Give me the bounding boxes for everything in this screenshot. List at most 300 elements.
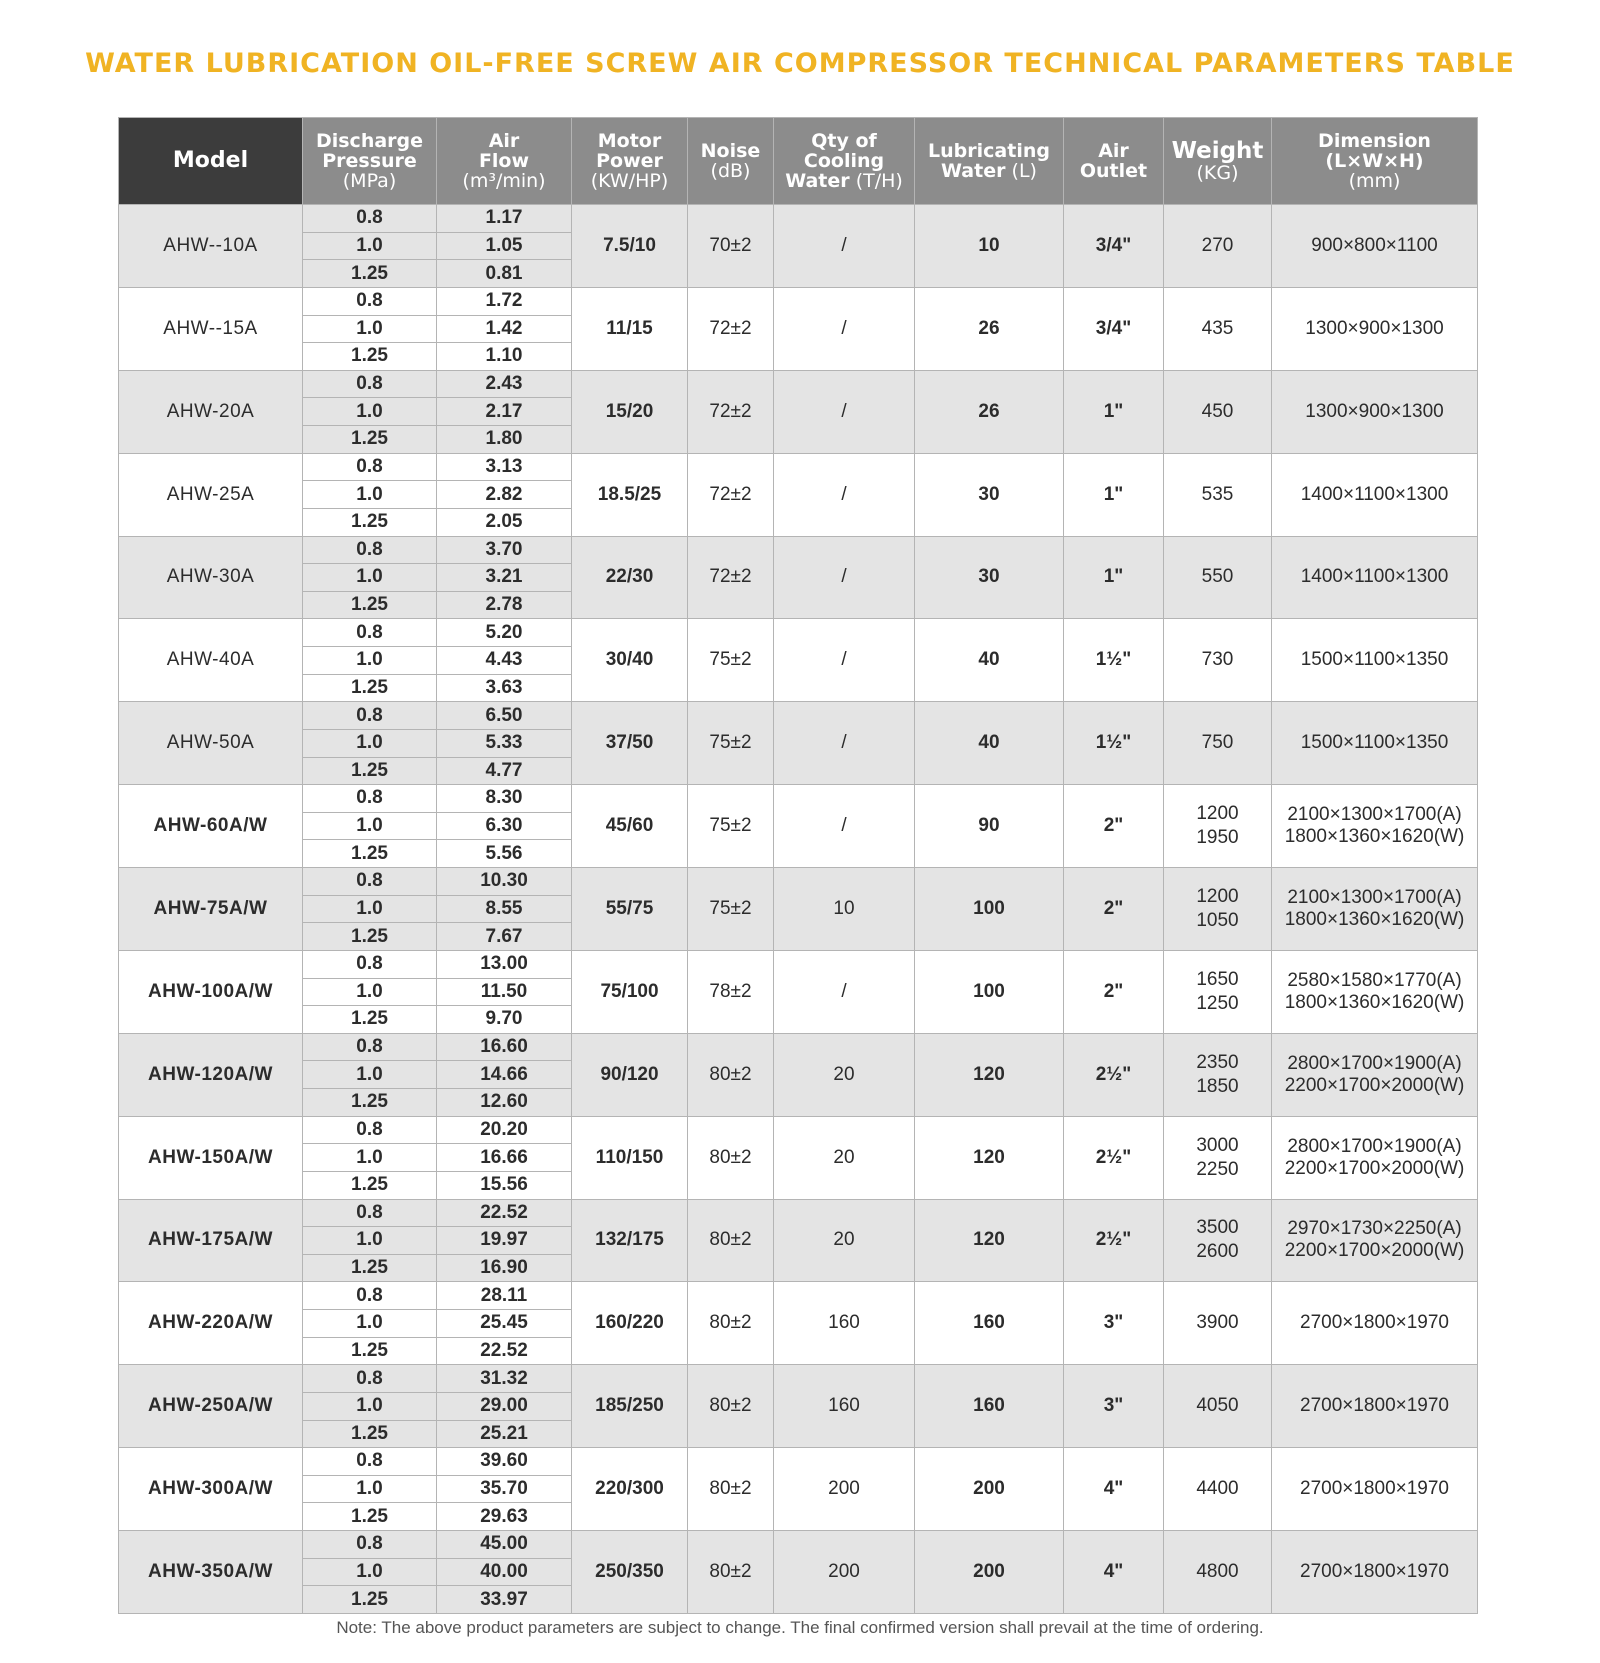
cooling-cell: / xyxy=(774,287,915,370)
weight-value: 2250 xyxy=(1196,1158,1239,1180)
weight-cell xyxy=(1164,1199,1272,1282)
model-cell: AHW-120A/W xyxy=(119,1033,303,1116)
airflow-cell: 28.11 xyxy=(437,1282,572,1310)
header-outlet-line2: Outlet xyxy=(1079,160,1148,182)
dimension-value: 1800×1360×1620(W) xyxy=(1284,908,1465,930)
model-cell: AHW-20A xyxy=(119,370,303,453)
header-cooling xyxy=(774,118,915,205)
header-motor-unit: (KW/HP) xyxy=(590,170,669,192)
outlet-cell: 2½" xyxy=(1064,1033,1164,1116)
weight-value: 550 xyxy=(1201,566,1234,588)
noise-cell: 75±2 xyxy=(688,868,774,951)
weight-cell xyxy=(1164,868,1272,951)
pressure-cell: 1.25 xyxy=(303,1006,437,1034)
header-motor-line1: Motor xyxy=(597,130,662,152)
pressure-cell: 0.8 xyxy=(303,1531,437,1559)
weight-value: 3900 xyxy=(1196,1312,1239,1334)
pressure-cell: 1.25 xyxy=(303,1503,437,1531)
airflow-cell: 2.82 xyxy=(437,481,572,509)
outlet-cell: 2½" xyxy=(1064,1199,1164,1282)
pressure-cell: 1.25 xyxy=(303,674,437,702)
header-motor-line2: Power xyxy=(596,150,663,172)
dimension-value: 2580×1580×1770(A) xyxy=(1287,969,1462,991)
airflow-cell: 1.72 xyxy=(437,287,572,315)
dimension-value: 2200×1700×2000(W) xyxy=(1284,1157,1465,1179)
header-lubricating xyxy=(915,118,1064,205)
airflow-cell: 7.67 xyxy=(437,923,572,951)
motor-cell: 220/300 xyxy=(572,1448,688,1531)
pressure-cell: 0.8 xyxy=(303,619,437,647)
header-motor xyxy=(572,118,688,205)
noise-cell: 75±2 xyxy=(688,702,774,785)
cooling-cell: 20 xyxy=(774,1033,915,1116)
outlet-cell: 1" xyxy=(1064,536,1164,619)
pressure-cell: 0.8 xyxy=(303,1282,437,1310)
motor-cell: 7.5/10 xyxy=(572,205,688,288)
weight-value: 1850 xyxy=(1196,1075,1239,1097)
model-cell: AHW-150A/W xyxy=(119,1116,303,1199)
header-weight-unit: (KG) xyxy=(1196,162,1239,184)
dimension-cell xyxy=(1272,785,1478,868)
pressure-cell: 1.0 xyxy=(303,895,437,923)
table-row xyxy=(119,868,1478,896)
header-model: Model xyxy=(119,118,303,205)
motor-cell: 110/150 xyxy=(572,1116,688,1199)
lubricating-cell: 30 xyxy=(915,536,1064,619)
cooling-cell: / xyxy=(774,370,915,453)
header-airflow xyxy=(437,118,572,205)
header-pressure xyxy=(303,118,437,205)
model-cell: AHW-220A/W xyxy=(119,1282,303,1365)
dimension-cell xyxy=(1272,702,1478,785)
motor-cell: 15/20 xyxy=(572,370,688,453)
airflow-cell: 16.60 xyxy=(437,1033,572,1061)
parameters-table xyxy=(118,117,1478,1614)
pressure-cell: 0.8 xyxy=(303,1365,437,1393)
weight-value: 750 xyxy=(1201,732,1234,754)
dimension-value: 2700×1800×1970 xyxy=(1300,1561,1449,1582)
weight-cell xyxy=(1164,950,1272,1033)
cooling-cell: 160 xyxy=(774,1282,915,1365)
outlet-cell: 4" xyxy=(1064,1531,1164,1614)
model-cell: AHW-350A/W xyxy=(119,1531,303,1614)
model-cell: AHW-50A xyxy=(119,702,303,785)
lubricating-cell: 90 xyxy=(915,785,1064,868)
noise-cell: 80±2 xyxy=(688,1282,774,1365)
airflow-cell: 39.60 xyxy=(437,1448,572,1476)
dimension-value: 2700×1800×1970 xyxy=(1300,1395,1449,1417)
dimension-value: 1300×900×1300 xyxy=(1305,400,1444,422)
airflow-cell: 5.33 xyxy=(437,729,572,757)
noise-cell: 75±2 xyxy=(688,619,774,702)
header-cooling-line3: Water xyxy=(785,170,850,192)
weight-value: 535 xyxy=(1201,483,1234,505)
dimension-value: 2200×1700×2000(W) xyxy=(1284,1074,1465,1096)
pressure-cell: 1.0 xyxy=(303,1558,437,1586)
pressure-cell: 1.0 xyxy=(303,481,437,509)
header-airflow-line2: Flow xyxy=(478,150,530,172)
header-lubricating-unit: (L) xyxy=(1011,160,1037,182)
dimension-value: 2700×1800×1970 xyxy=(1300,1312,1449,1334)
airflow-cell: 1.10 xyxy=(437,343,572,371)
dimension-value: 1800×1360×1620(W) xyxy=(1284,991,1465,1013)
dimension-value: 2800×1700×1900(A) xyxy=(1287,1052,1462,1074)
table-row xyxy=(119,950,1478,978)
dimension-cell xyxy=(1272,619,1478,702)
header-airflow-unit: (m³/min) xyxy=(462,170,546,192)
outlet-cell: 1½" xyxy=(1064,702,1164,785)
weight-cell xyxy=(1164,1531,1272,1614)
airflow-cell: 2.17 xyxy=(437,398,572,426)
motor-cell: 250/350 xyxy=(572,1531,688,1614)
pressure-cell: 1.25 xyxy=(303,1254,437,1282)
pressure-cell: 1.0 xyxy=(303,812,437,840)
airflow-cell: 8.55 xyxy=(437,895,572,923)
weight-cell xyxy=(1164,370,1272,453)
header-outlet-line1: Air xyxy=(1098,140,1129,162)
airflow-cell: 19.97 xyxy=(437,1227,572,1255)
motor-cell: 185/250 xyxy=(572,1365,688,1448)
noise-cell: 72±2 xyxy=(688,370,774,453)
table-row xyxy=(119,1199,1478,1227)
airflow-cell: 4.43 xyxy=(437,647,572,675)
pressure-cell: 0.8 xyxy=(303,536,437,564)
header-cooling-line2: Cooling xyxy=(803,150,885,172)
airflow-cell: 11.50 xyxy=(437,978,572,1006)
motor-cell: 18.5/25 xyxy=(572,453,688,536)
header-lubricating-line2: Water xyxy=(941,160,1006,182)
outlet-cell: 2" xyxy=(1064,868,1164,951)
motor-cell: 11/15 xyxy=(572,287,688,370)
table-row xyxy=(119,619,1478,647)
table-row xyxy=(119,1116,1478,1144)
pressure-cell: 1.25 xyxy=(303,591,437,619)
pressure-cell: 1.0 xyxy=(303,1061,437,1089)
noise-cell: 80±2 xyxy=(688,1033,774,1116)
noise-cell: 80±2 xyxy=(688,1116,774,1199)
dimension-cell xyxy=(1272,536,1478,619)
weight-value: 1200 xyxy=(1196,803,1239,825)
dimension-cell xyxy=(1272,1116,1478,1199)
header-outlet xyxy=(1064,118,1164,205)
airflow-cell: 14.66 xyxy=(437,1061,572,1089)
airflow-cell: 3.63 xyxy=(437,674,572,702)
lubricating-cell: 120 xyxy=(915,1116,1064,1199)
weight-value: 450 xyxy=(1201,400,1234,422)
pressure-cell: 1.25 xyxy=(303,426,437,454)
weight-cell xyxy=(1164,1116,1272,1199)
airflow-cell: 8.30 xyxy=(437,785,572,813)
lubricating-cell: 26 xyxy=(915,287,1064,370)
weight-cell xyxy=(1164,1033,1272,1116)
airflow-cell: 13.00 xyxy=(437,950,572,978)
airflow-cell: 4.77 xyxy=(437,757,572,785)
weight-value: 1950 xyxy=(1196,827,1239,849)
airflow-cell: 2.43 xyxy=(437,370,572,398)
motor-cell: 160/220 xyxy=(572,1282,688,1365)
header-dimension-line2: (L×W×H) xyxy=(1325,150,1424,172)
weight-cell xyxy=(1164,287,1272,370)
lubricating-cell: 200 xyxy=(915,1531,1064,1614)
table-row xyxy=(119,1531,1478,1559)
lubricating-cell: 10 xyxy=(915,205,1064,288)
dimension-cell xyxy=(1272,287,1478,370)
dimension-cell xyxy=(1272,1531,1478,1614)
airflow-cell: 2.78 xyxy=(437,591,572,619)
dimension-value: 1500×1100×1350 xyxy=(1300,649,1449,671)
header-weight-line1: Weight xyxy=(1171,138,1264,164)
noise-cell: 80±2 xyxy=(688,1365,774,1448)
airflow-cell: 2.05 xyxy=(437,508,572,536)
outlet-cell: 4" xyxy=(1064,1448,1164,1531)
outlet-cell: 3/4" xyxy=(1064,205,1164,288)
table-row xyxy=(119,1033,1478,1061)
airflow-cell: 15.56 xyxy=(437,1171,572,1199)
header-noise-line1: Noise xyxy=(700,140,761,162)
cooling-cell: / xyxy=(774,950,915,1033)
motor-cell: 37/50 xyxy=(572,702,688,785)
pressure-cell: 1.0 xyxy=(303,1310,437,1338)
airflow-cell: 0.81 xyxy=(437,260,572,288)
outlet-cell: 1" xyxy=(1064,453,1164,536)
pressure-cell: 0.8 xyxy=(303,785,437,813)
header-dimension-line1: Dimension xyxy=(1318,130,1431,152)
lubricating-cell: 120 xyxy=(915,1199,1064,1282)
cooling-cell: 200 xyxy=(774,1531,915,1614)
lubricating-cell: 26 xyxy=(915,370,1064,453)
lubricating-cell: 100 xyxy=(915,868,1064,951)
header-airflow-line1: Air xyxy=(488,130,520,152)
weight-cell xyxy=(1164,205,1272,288)
pressure-cell: 1.25 xyxy=(303,757,437,785)
weight-cell xyxy=(1164,1448,1272,1531)
pressure-cell: 1.25 xyxy=(303,1586,437,1614)
airflow-cell: 3.21 xyxy=(437,564,572,592)
lubricating-cell: 40 xyxy=(915,702,1064,785)
footnote: Note: The above product parameters are subject to change. The final confirmed version shall prevail at the time of ordering. xyxy=(336,1618,1264,1637)
weight-value: 1250 xyxy=(1196,992,1239,1014)
table-row xyxy=(119,453,1478,481)
pressure-cell: 1.0 xyxy=(303,1144,437,1172)
dimension-value: 2700×1800×1970 xyxy=(1300,1478,1449,1500)
airflow-cell: 1.80 xyxy=(437,426,572,454)
airflow-cell: 1.17 xyxy=(437,205,572,233)
dimension-value: 1300×900×1300 xyxy=(1305,317,1444,339)
dimension-value: 2100×1300×1700(A) xyxy=(1287,886,1462,908)
weight-cell xyxy=(1164,785,1272,868)
pressure-cell: 0.8 xyxy=(303,287,437,315)
pressure-cell: 1.0 xyxy=(303,315,437,343)
outlet-cell: 1½" xyxy=(1064,619,1164,702)
pressure-cell: 0.8 xyxy=(303,1448,437,1476)
airflow-cell: 31.32 xyxy=(437,1365,572,1393)
noise-cell: 70±2 xyxy=(688,205,774,288)
weight-cell xyxy=(1164,1365,1272,1448)
airflow-cell: 33.97 xyxy=(437,1586,572,1614)
pressure-cell: 1.0 xyxy=(303,729,437,757)
motor-cell: 90/120 xyxy=(572,1033,688,1116)
model-cell: AHW--15A xyxy=(119,287,303,370)
pressure-cell: 0.8 xyxy=(303,868,437,896)
outlet-cell: 3/4" xyxy=(1064,287,1164,370)
lubricating-cell: 100 xyxy=(915,950,1064,1033)
pressure-cell: 0.8 xyxy=(303,1199,437,1227)
pressure-cell: 1.25 xyxy=(303,1337,437,1365)
noise-cell: 80±2 xyxy=(688,1448,774,1531)
dimension-cell xyxy=(1272,950,1478,1033)
dimension-value: 1800×1360×1620(W) xyxy=(1284,826,1465,848)
dimension-value: 2970×1730×2250(A) xyxy=(1287,1218,1462,1240)
noise-cell: 80±2 xyxy=(688,1531,774,1614)
table-body xyxy=(119,205,1478,1614)
pressure-cell: 1.25 xyxy=(303,1089,437,1117)
weight-value: 730 xyxy=(1201,649,1234,671)
pressure-cell: 1.0 xyxy=(303,1392,437,1420)
dimension-value: 2100×1300×1700(A) xyxy=(1287,804,1462,826)
airflow-cell: 3.70 xyxy=(437,536,572,564)
motor-cell: 45/60 xyxy=(572,785,688,868)
dimension-cell xyxy=(1272,1448,1478,1531)
airflow-cell: 3.13 xyxy=(437,453,572,481)
airflow-cell: 6.50 xyxy=(437,702,572,730)
dimension-value: 1500×1100×1350 xyxy=(1300,732,1449,754)
model-cell: AHW--10A xyxy=(119,205,303,288)
noise-cell: 80±2 xyxy=(688,1199,774,1282)
header-noise xyxy=(688,118,774,205)
noise-cell: 72±2 xyxy=(688,453,774,536)
pressure-cell: 1.0 xyxy=(303,978,437,1006)
lubricating-cell: 160 xyxy=(915,1365,1064,1448)
table-row xyxy=(119,287,1478,315)
cooling-cell: / xyxy=(774,785,915,868)
weight-cell xyxy=(1164,536,1272,619)
outlet-cell: 2" xyxy=(1064,785,1164,868)
pressure-cell: 0.8 xyxy=(303,205,437,233)
page-title: WATER LUBRICATION OIL-FREE SCREW AIR COMPRESSOR TECHNICAL PARAMETERS TABLE xyxy=(85,48,1515,79)
cooling-cell: / xyxy=(774,619,915,702)
airflow-cell: 22.52 xyxy=(437,1199,572,1227)
model-cell: AHW-40A xyxy=(119,619,303,702)
cooling-cell: 20 xyxy=(774,1199,915,1282)
cooling-cell: 160 xyxy=(774,1365,915,1448)
header-lubricating-line1: Lubricating xyxy=(928,140,1050,162)
airflow-cell: 25.45 xyxy=(437,1310,572,1338)
header-cooling-line1: Qty of xyxy=(811,130,877,152)
cooling-cell: / xyxy=(774,205,915,288)
header-cooling-unit: (T/H) xyxy=(855,170,903,192)
pressure-cell: 0.8 xyxy=(303,453,437,481)
table-row xyxy=(119,536,1478,564)
header-pressure-line2: Pressure xyxy=(322,150,417,172)
airflow-cell: 1.42 xyxy=(437,315,572,343)
dimension-value: 1400×1100×1300 xyxy=(1300,483,1449,505)
motor-cell: 30/40 xyxy=(572,619,688,702)
weight-value: 3500 xyxy=(1196,1217,1239,1239)
pressure-cell: 1.0 xyxy=(303,1475,437,1503)
pressure-cell: 1.25 xyxy=(303,923,437,951)
weight-value: 4800 xyxy=(1196,1561,1239,1582)
header-pressure-line1: Discharge xyxy=(315,130,424,152)
header-row xyxy=(119,118,1478,205)
pressure-cell: 1.25 xyxy=(303,260,437,288)
pressure-cell: 0.8 xyxy=(303,1033,437,1061)
airflow-cell: 16.90 xyxy=(437,1254,572,1282)
pressure-cell: 1.25 xyxy=(303,508,437,536)
dimension-value: 1400×1100×1300 xyxy=(1300,566,1449,588)
cooling-cell: / xyxy=(774,453,915,536)
motor-cell: 55/75 xyxy=(572,868,688,951)
pressure-cell: 1.0 xyxy=(303,564,437,592)
airflow-cell: 29.00 xyxy=(437,1392,572,1420)
table-row xyxy=(119,702,1478,730)
cooling-cell: 20 xyxy=(774,1116,915,1199)
airflow-cell: 25.21 xyxy=(437,1420,572,1448)
pressure-cell: 0.8 xyxy=(303,702,437,730)
outlet-cell: 1" xyxy=(1064,370,1164,453)
model-cell: AHW-60A/W xyxy=(119,785,303,868)
outlet-cell: 2" xyxy=(1064,950,1164,1033)
pressure-cell: 0.8 xyxy=(303,950,437,978)
airflow-cell: 5.56 xyxy=(437,840,572,868)
model-cell: AHW-75A/W xyxy=(119,868,303,951)
airflow-cell: 35.70 xyxy=(437,1475,572,1503)
model-cell: AHW-250A/W xyxy=(119,1365,303,1448)
cooling-cell: / xyxy=(774,536,915,619)
dimension-cell xyxy=(1272,453,1478,536)
header-weight xyxy=(1164,118,1272,205)
model-cell: AHW-175A/W xyxy=(119,1199,303,1282)
model-cell: AHW-30A xyxy=(119,536,303,619)
motor-cell: 132/175 xyxy=(572,1199,688,1282)
weight-value: 4050 xyxy=(1196,1395,1239,1417)
dimension-value: 2200×1700×2000(W) xyxy=(1284,1240,1465,1262)
dimension-cell xyxy=(1272,205,1478,288)
motor-cell: 75/100 xyxy=(572,950,688,1033)
weight-value: 2600 xyxy=(1196,1241,1239,1263)
airflow-cell: 20.20 xyxy=(437,1116,572,1144)
table-row xyxy=(119,205,1478,233)
airflow-cell: 40.00 xyxy=(437,1558,572,1586)
outlet-cell: 3" xyxy=(1064,1365,1164,1448)
weight-cell xyxy=(1164,702,1272,785)
weight-cell xyxy=(1164,619,1272,702)
weight-cell xyxy=(1164,1282,1272,1365)
header-dimension-unit: (mm) xyxy=(1348,170,1401,192)
lubricating-cell: 40 xyxy=(915,619,1064,702)
pressure-cell: 1.0 xyxy=(303,398,437,426)
pressure-cell: 0.8 xyxy=(303,370,437,398)
weight-value: 1050 xyxy=(1196,909,1239,931)
weight-cell xyxy=(1164,453,1272,536)
dimension-cell xyxy=(1272,1365,1478,1448)
noise-cell: 78±2 xyxy=(688,950,774,1033)
weight-value: 4400 xyxy=(1196,1478,1239,1500)
pressure-cell: 1.0 xyxy=(303,232,437,260)
lubricating-cell: 200 xyxy=(915,1448,1064,1531)
cooling-cell: 200 xyxy=(774,1448,915,1531)
airflow-cell: 5.20 xyxy=(437,619,572,647)
airflow-cell: 29.63 xyxy=(437,1503,572,1531)
weight-value: 3000 xyxy=(1196,1134,1239,1156)
table-row xyxy=(119,785,1478,813)
noise-cell: 72±2 xyxy=(688,287,774,370)
airflow-cell: 12.60 xyxy=(437,1089,572,1117)
outlet-cell: 3" xyxy=(1064,1282,1164,1365)
airflow-cell: 6.30 xyxy=(437,812,572,840)
dimension-cell xyxy=(1272,1033,1478,1116)
header-pressure-unit: (MPa) xyxy=(342,170,397,192)
outlet-cell: 2½" xyxy=(1064,1116,1164,1199)
